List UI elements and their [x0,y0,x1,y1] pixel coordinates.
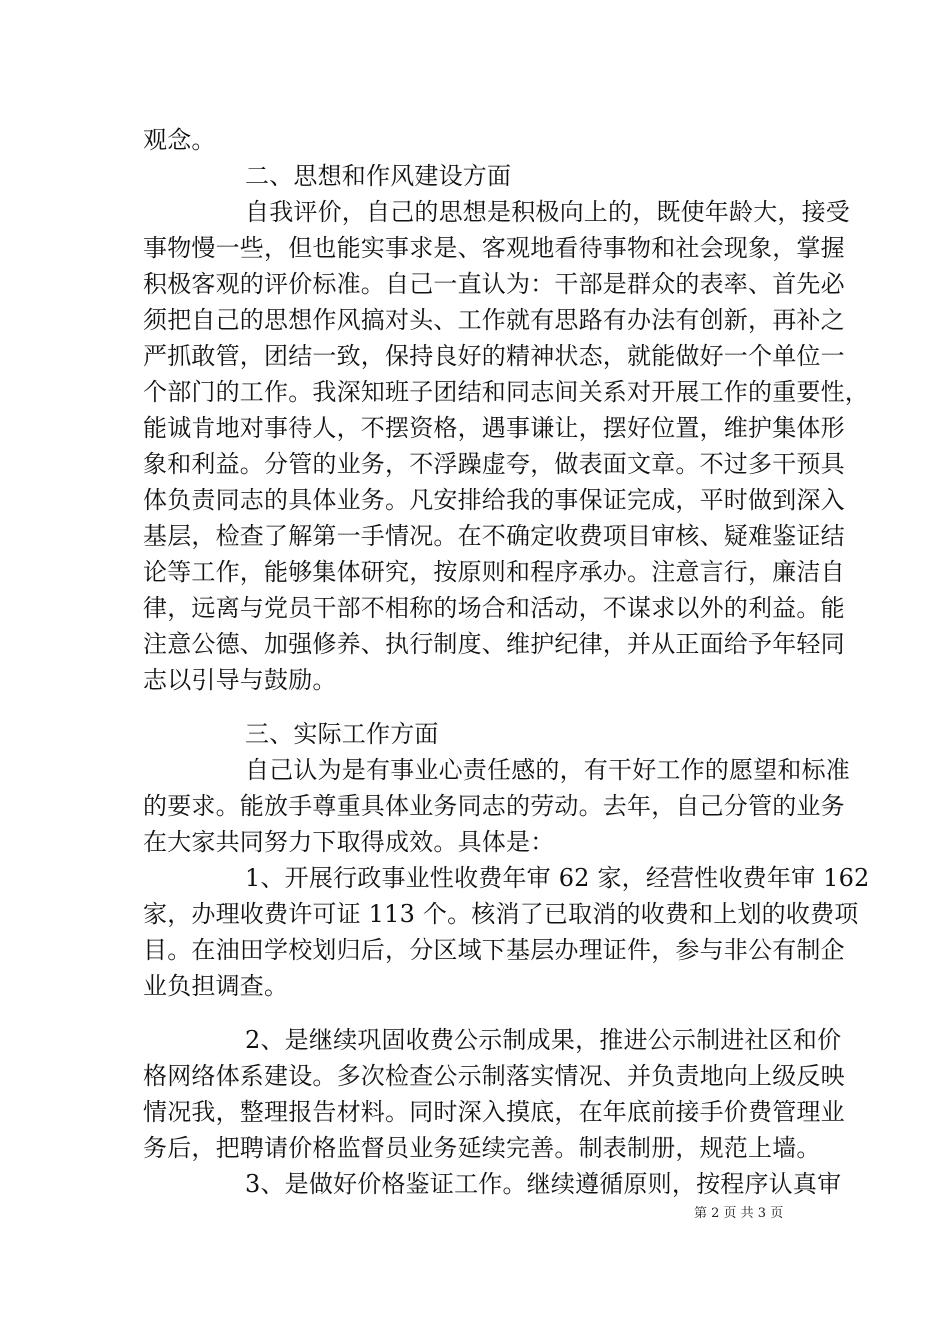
section-heading: 二、思想和作风建设方面 [245,162,512,190]
page-footer: 第 2 页 共 3 页 [694,1206,784,1221]
text-line: 家，办理收费许可证 113 个。核消了已取消的收费和上划的收费项 [143,900,859,928]
text-line: 目。在油田学校划归后，分区域下基层办理证件，参与非公有制企 [143,936,845,964]
text-line: 情况我，整理报告材料。同时深入摸底，在年底前接手价费管理业 [143,1098,845,1126]
text-line: 的要求。能放手尊重具体业务同志的劳动。去年，自己分管的业务 [143,792,845,820]
text-line: 2、是继续巩固收费公示制成果，推进公示制进社区和价 [245,1026,842,1054]
text-line: 体负责同志的具体业务。凡安排给我的事保证完成，平时做到深入 [143,486,845,514]
text-line: 格网络体系建设。多次检查公示制落实情况、并负责地向上级反映 [143,1062,845,1090]
section-heading: 三、实际工作方面 [245,720,439,748]
text-line: 须把自己的思想作风搞对头、工作就有思路有办法有创新，再补之 [143,306,845,334]
text-line: 律，远离与党员干部不相称的场合和活动，不谋求以外的利益。能 [143,594,845,622]
text-line: 志以引导与鼓励。 [143,666,337,694]
text-line: 象和利益。分管的业务，不浮躁虚夸，做表面文章。不过多干预具 [143,450,845,478]
text-line: 在大家共同努力下取得成效。具体是： [143,828,555,856]
text-line: 自己认为是有事业心责任感的，有干好工作的愿望和标准 [245,756,850,784]
text-line: 积极客观的评价标准。自己一直认为：干部是群众的表率、首先必 [143,270,845,298]
text-line: 务后，把聘请价格监督员业务延续完善。制表制册，规范上墙。 [143,1134,821,1162]
text-line: 能诚肯地对事待人，不摆资格，遇事谦让，摆好位置，维护集体形 [143,414,845,442]
text-line: 严抓敢管，团结一致，保持良好的精神状态，就能做好一个单位一 [143,342,845,370]
text-line: 注意公德、加强修养、执行制度、维护纪律，并从正面给予年轻同 [143,630,845,658]
text-line: 论等工作，能够集体研究，按原则和程序承办。注意言行，廉洁自 [143,558,845,586]
text-line: 业负担调查。 [143,972,289,1000]
text-line: 个部门的工作。我深知班子团结和同志间关系对开展工作的重要性， [143,378,869,406]
text-line: 1、开展行政事业性收费年审 62 家，经营性收费年审 162 [245,864,870,892]
text-line: 基层，检查了解第一手情况。在不确定收费项目审核、疑难鉴证结 [143,522,845,550]
text-line: 事物慢一些，但也能实事求是、客观地看待事物和社会现象，掌握 [143,234,845,262]
text-line: 观念。 [143,126,216,154]
text-line: 3、是做好价格鉴证工作。继续遵循原则，按程序认真审 [245,1170,842,1198]
text-line: 自我评价，自己的思想是积极向上的，既使年龄大，接受 [245,198,850,226]
